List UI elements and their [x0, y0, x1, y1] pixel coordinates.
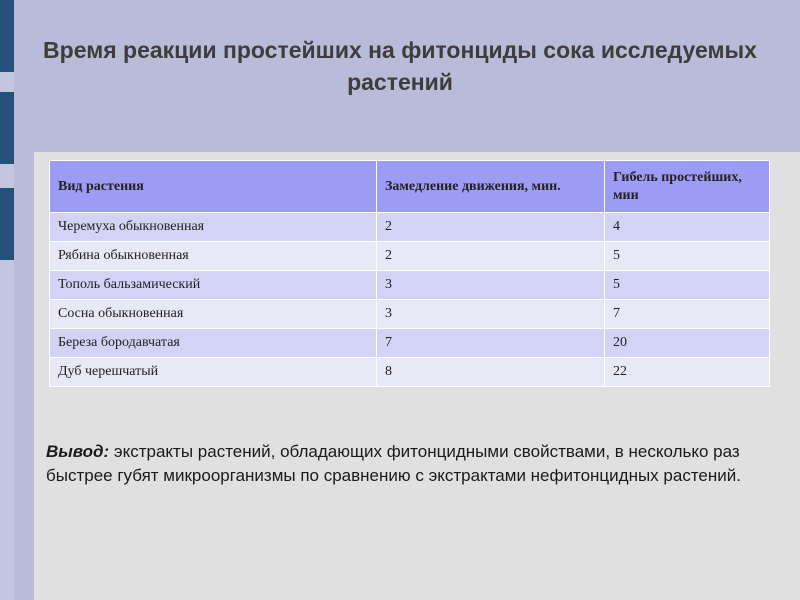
- cell-death: 22: [605, 358, 770, 387]
- cell-slowdown: 2: [377, 213, 605, 242]
- table-row: [50, 271, 770, 300]
- table-row: [50, 213, 770, 242]
- table-row: [50, 300, 770, 329]
- header-plant-species: Вид растения: [50, 161, 377, 213]
- slide-title: Время реакции простейших на фитонциды сока исследуемых растений: [43, 37, 757, 95]
- conclusion-label: Вывод:: [46, 442, 110, 461]
- cell-plant: Тополь бальзамический: [50, 271, 377, 300]
- accent-block: [0, 92, 14, 164]
- table-row: [50, 358, 770, 387]
- cell-plant: Сосна обыкновенная: [50, 300, 377, 329]
- cell-plant: Дуб черешчатый: [50, 358, 377, 387]
- cell-slowdown: 3: [377, 300, 605, 329]
- cell-death: 4: [605, 213, 770, 242]
- table-header-row: [50, 161, 770, 213]
- header-death: Гибель простейших, мин: [605, 161, 770, 213]
- cell-plant: Береза бородавчатая: [50, 329, 377, 358]
- cell-death: 5: [605, 271, 770, 300]
- cell-slowdown: 7: [377, 329, 605, 358]
- accent-block: [0, 188, 14, 260]
- conclusion-text: [46, 440, 766, 488]
- cell-death: 5: [605, 242, 770, 271]
- left-decor-bar: [0, 0, 14, 600]
- cell-plant: Рябина обыкновенная: [50, 242, 377, 271]
- cell-plant: Черемуха обыкновенная: [50, 213, 377, 242]
- cell-death: 20: [605, 329, 770, 358]
- cell-slowdown: 2: [377, 242, 605, 271]
- cell-slowdown: 3: [377, 271, 605, 300]
- data-table: [49, 160, 770, 387]
- cell-slowdown: 8: [377, 358, 605, 387]
- header-slowdown: Замедление движения, мин.: [377, 161, 605, 213]
- accent-block: [0, 0, 14, 72]
- conclusion-body: экстракты растений, обладающих фитонцидными свойствами, в несколько раз быстрее губят микроорганизмы по сравнению с экстрактами нефитонцидных растений.: [46, 442, 741, 485]
- cell-death: 7: [605, 300, 770, 329]
- table-row: [50, 329, 770, 358]
- table-row: [50, 242, 770, 271]
